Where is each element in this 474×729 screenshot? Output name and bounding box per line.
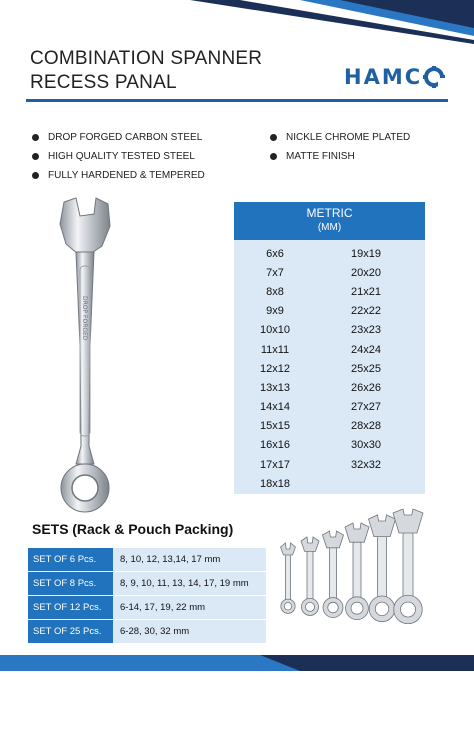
table-row: 6x6 19x19 (266, 247, 381, 260)
bullet-icon (32, 172, 39, 179)
small-spanner (369, 515, 396, 622)
feature-item: MATTE FINISH (270, 147, 410, 166)
feature-item: FULLY HARDENED & TEMPERED (32, 166, 205, 185)
sets-heading (32, 521, 233, 537)
table-row: 16x16 30x30 (260, 439, 381, 452)
table-row (28, 572, 266, 595)
sets-title-rest: (Rack & Pouch Packing) (72, 521, 234, 537)
wrench-engraving: DROP FORGED (81, 296, 88, 341)
bottom-decorative-band (0, 655, 474, 671)
table-row: 8x8 21x21 (266, 285, 381, 298)
small-spanner (301, 537, 319, 615)
sets-title-bold: SETS (32, 521, 69, 537)
metric-unit: (MM) (317, 222, 342, 233)
metric-title: METRIC (306, 206, 353, 220)
table-row: 13x13 26x26 (260, 381, 381, 394)
table-row: 9x9 22x22 (266, 305, 381, 318)
table-row: 12x12 25x25 (260, 362, 381, 375)
sets-table (28, 548, 266, 644)
gear-icon (423, 66, 445, 88)
feature-item: DROP FORGED CARBON STEEL (32, 128, 205, 147)
bullet-icon (32, 134, 39, 141)
table-row: 14x14 27x27 (260, 401, 381, 414)
metric-table-header (234, 202, 425, 240)
table-row: 7x7 20x20 (266, 266, 381, 279)
table-row: 17x17 32x32 (260, 458, 381, 471)
feature-item: HIGH QUALITY TESTED STEEL (32, 147, 205, 166)
table-row (28, 620, 266, 643)
set-label: SET OF 12 Pcs. (28, 596, 113, 619)
set-label: SET OF 8 Pcs. (28, 572, 113, 595)
table-row: 18x18 (260, 477, 290, 490)
table-row: 10x10 23x23 (260, 324, 381, 337)
set-label: SET OF 25 Pcs. (28, 620, 113, 643)
small-spanner (323, 531, 344, 618)
bullet-icon (270, 153, 277, 160)
features-left-list (32, 128, 205, 185)
header-divider (26, 99, 448, 102)
small-spanner (281, 543, 296, 613)
set-sizes: 6-28, 30, 32 mm (113, 620, 266, 643)
small-spanner (393, 509, 423, 624)
title-line-2: RECESS PANAL (30, 72, 177, 93)
set-sizes: 8, 9, 10, 11, 13, 14, 17, 19 mm (113, 572, 266, 595)
spanner-set-image (276, 505, 426, 647)
set-sizes: 6-14, 17, 19, 22 mm (113, 596, 266, 619)
logo-text: HAMC (344, 65, 423, 89)
page-title (30, 47, 290, 95)
title-line-1: COMBINATION SPANNER (30, 48, 263, 69)
table-row: 15x15 28x28 (260, 420, 381, 433)
small-spanner (345, 523, 369, 620)
set-sizes: 8, 10, 12, 13,14, 17 mm (113, 548, 266, 571)
table-row: 11x11 24x24 (260, 343, 381, 356)
set-label: SET OF 6 Pcs. (28, 548, 113, 571)
table-row (28, 548, 266, 571)
metric-rows (234, 240, 425, 493)
bullet-icon (270, 134, 277, 141)
feature-item: NICKLE CHROME PLATED (270, 128, 410, 147)
table-row (28, 596, 266, 619)
combination-spanner-image (50, 196, 120, 518)
features-right-list (270, 128, 410, 166)
brand-logo (344, 64, 456, 90)
top-decorative-band (0, 0, 474, 44)
bullet-icon (32, 153, 39, 160)
metric-size-table (234, 202, 425, 494)
